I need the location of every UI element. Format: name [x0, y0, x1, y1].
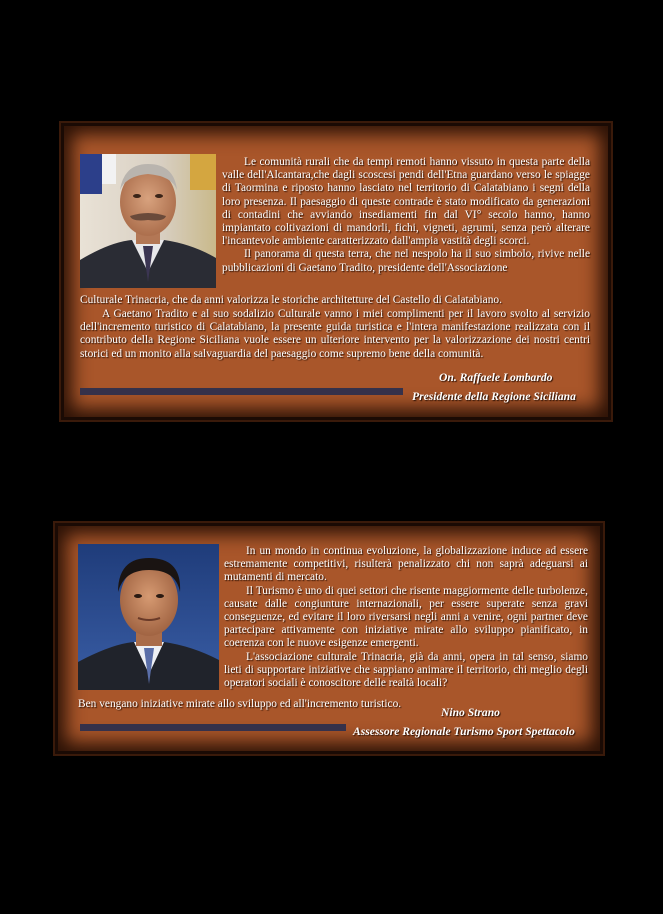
lombardo-portrait [80, 154, 216, 288]
signature-divider-bar [80, 388, 403, 395]
strano-portrait [78, 544, 219, 690]
portrait-image-2 [78, 544, 219, 690]
strano-paragraph-3: L'associazione culturale Trinacria, già da anni, opera in tal senso, siamo lieti di supportare iniziative che sappiano animare il territorio, chi meglio degli operatori sociali è conoscitore delle realtà locali? [224, 650, 588, 690]
strano-closing: Ben vengano iniziative mirate allo sviluppo ed all'incremento turistico. [78, 698, 402, 710]
strano-message-card [55, 523, 603, 754]
signature-divider-bar [80, 724, 346, 731]
lombardo-bottom-text [80, 308, 590, 361]
strano-paragraph-1: In un mondo in continua evoluzione, la globalizzazione induce ad essere estremamente competitivi, risulterà penalizzato chi non saprà adeguarsi ai mutamenti di mercato. [224, 545, 588, 584]
lombardo-paragraph-1: Le comunità rurali che da tempi remoti hanno vissuto in questa parte della valle dell'Alcantara,che dagli scoscesi pendi dell'Etna guardano verso le spiagge di Taormina e riposto hanno lasciato nel territorio di Calatabiano i segni della loro presenza. Il paesaggio di queste contrade è stato modificato da generazioni di contadini che avviando insediamenti fin dal VI° secolo hanno, hanno impiantato coltivazioni di mandorli, fichi, vigneti, agrumi, senza però alterare l'incantevole ambiente caratterizzato dall'ampia vastità degli scorci. [222, 156, 590, 248]
portrait-image-1 [80, 154, 216, 288]
strano-signature-role: Assessore Regionale Turismo Sport Spettacolo [353, 725, 575, 738]
lombardo-text-block [222, 156, 590, 275]
lombardo-message-card [61, 123, 611, 420]
lombardo-paragraph-2-end: Culturale Trinacria, che da anni valorizza le storiche architetture del Castello di Calatabiano. [80, 294, 502, 306]
lombardo-paragraph-3: A Gaetano Tradito e al suo sodalizio Culturale vanno i miei complimenti per il lavoro svolto al servizio dell'incremento turistico di Calatabiano, la presente guida turistica e l'intera manifestazione realizzata con il contributo della Regione Siciliana vuole essere un ulteriore intervento per la valorizzazione dei nostri centri storici ed un monito alla salvaguardia del paesaggio come supremo bene della comunità. [80, 308, 590, 360]
strano-text-block [224, 545, 588, 690]
strano-signature-name: Nino Strano [441, 706, 500, 719]
strano-paragraph-2: Il Turismo è uno di quei settori che risente maggiormente delle turbolenze, causate dalle congiunture internazionali, per essere superate senza gravi conseguenze, ed evitare il loro riversarsi negli anni a venire, ogni partner deve partecipare attivamente con iniziative mirate allo sviluppo pianificato, in coerenza con le nuove esigenze emergenti. [224, 584, 588, 650]
lombardo-paragraph-2: Il panorama di questa terra, che nel nespolo ha il suo simbolo, rivive nelle pubblicazioni di Gaetano Tradito, presidente dell'Associazione [222, 248, 590, 274]
lombardo-signature-name: On. Raffaele Lombardo [439, 371, 553, 384]
strano-closing-line [78, 698, 438, 711]
lombardo-wide-line [80, 294, 590, 307]
lombardo-signature-role: Presidente della Regione Siciliana [412, 390, 576, 403]
